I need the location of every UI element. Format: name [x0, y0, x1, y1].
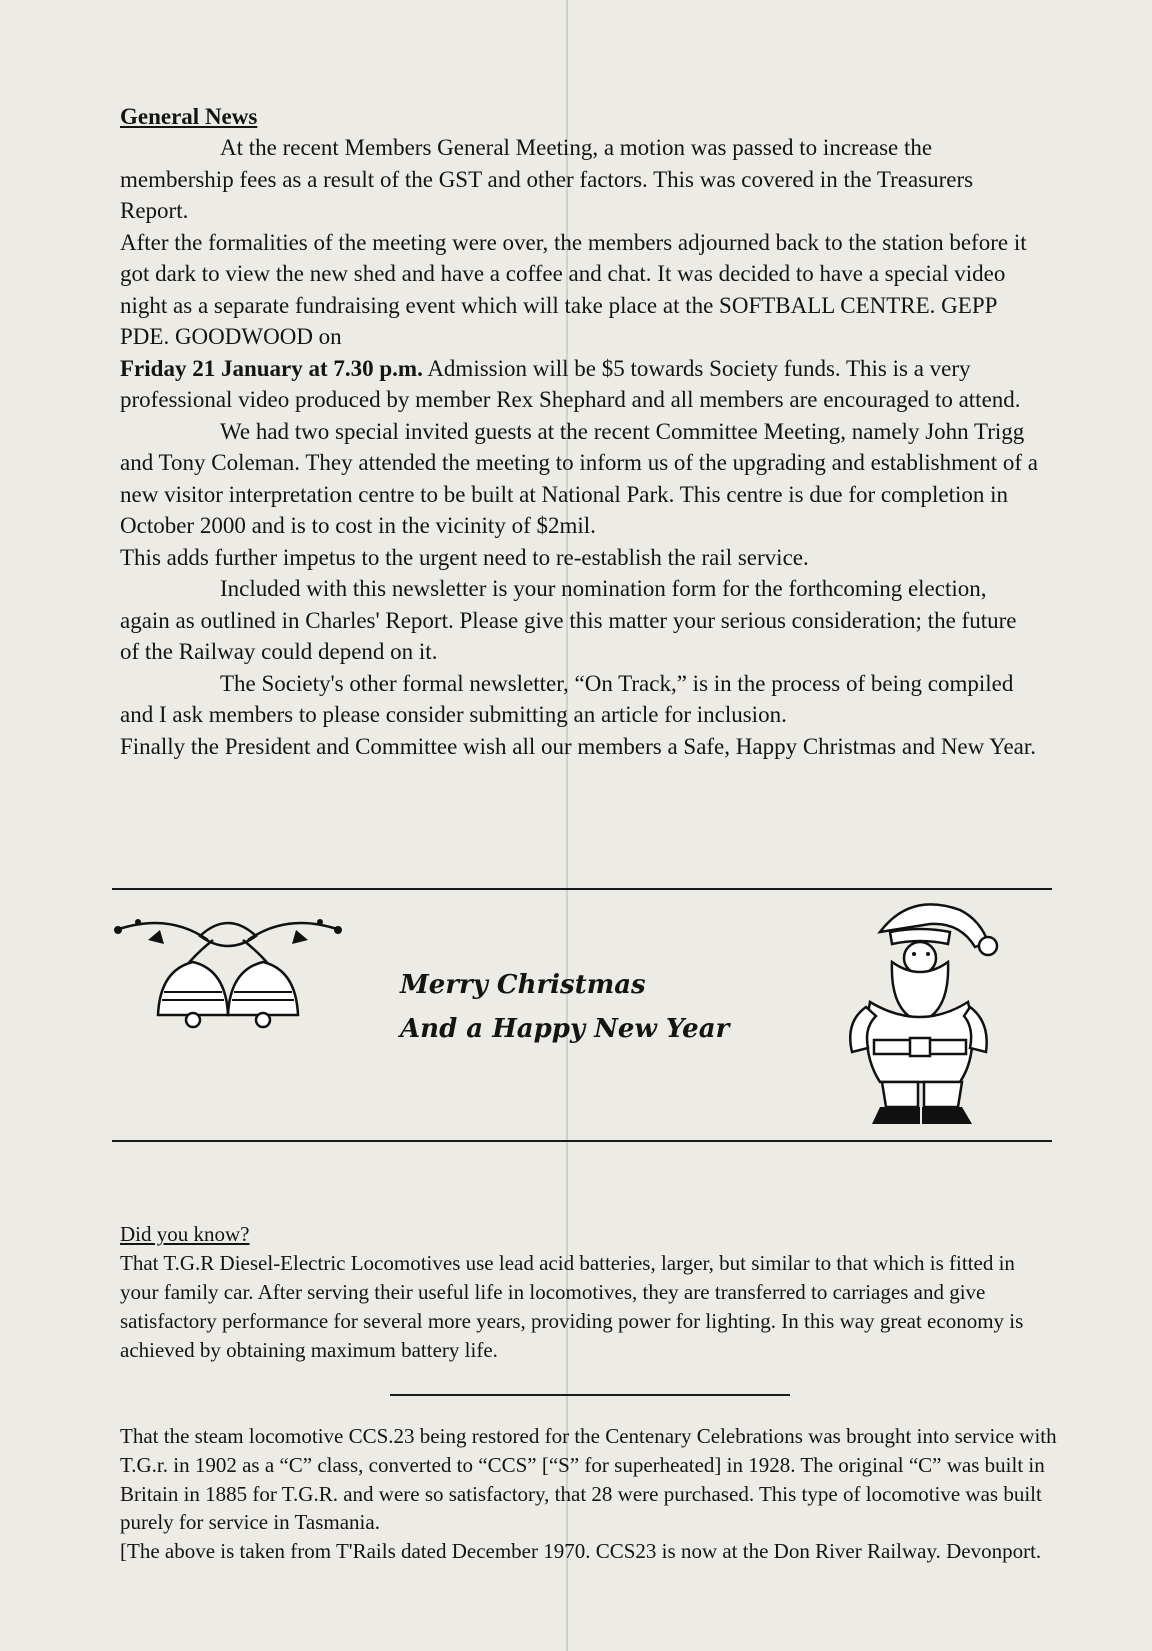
santa-claus-icon: [840, 892, 1000, 1135]
fact-paragraph: That the steam locomotive CCS.23 being restored for the Centenary Celebrations was brought into service with T.G.r. in 1902 as a “C” class, converted to “CCS” [“S” for superheated] in 1928. The original “C” was built in Britain in 1885 for T.G.R. and were so satisfactory, that 28 were purchased. This type of locomotive was built purely for service in Tasmania.: [120, 1424, 1057, 1535]
fact-source: [The above is taken from T'Rails dated December 1970. CCS23 is now at the Don River Railway. Devonport.: [120, 1539, 1042, 1564]
general-news-section: [120, 104, 1040, 762]
divider-bottom: [112, 1140, 1052, 1142]
news-paragraph: Included with this newsletter is your nomination form for the forthcoming election, again as outlined in Charles' Report. Please give this matter your serious consideration; the future of the Railway could depend on it.: [120, 576, 1017, 664]
event-date: Friday 21 January at 7.30 p.m.: [120, 355, 423, 381]
fact-paragraph: That T.G.R Diesel-Electric Locomotives use lead acid batteries, larger, but similar to that which is fitted in your family car. After serving their useful life in locomotives, they are transferred to carriages and give satisfactory performance for several more years, providing power for lighting. In this way great economy is achieved by obtaining maximum battery life.: [120, 1251, 1024, 1362]
general-news-heading: General News: [120, 104, 258, 129]
fact-divider: [390, 1394, 790, 1396]
news-text: Admission will be $5 towards Society funds. This is a very professional video produced by member Rex Shephard and all members are encouraged to attend.: [120, 355, 1021, 412]
news-paragraph: We had two special invited guests at the recent Committee Meeting, namely John Trigg and Tony Coleman. They attended the meeting to inform us of the upgrading and establishment of a new visitor interpretation centre to be built at National Park. This centre is due for completion in October 2000 and is to cost in the vicinity of $2mil.: [120, 418, 1038, 538]
news-text: After the formalities of the meeting were over, the members adjourned back to the station before it got dark to view the new shed and have a coffee and chat. It was decided to have a special video night as a separate fundraising event which will take place at the SOFTBALL CENTRE. GEPP PDE. GOODWOOD on: [120, 229, 1027, 349]
news-paragraph: Finally the President and Committee wish all our members a Safe, Happy Christmas and New Year.: [120, 733, 1037, 759]
locomotive-fact-section: [120, 1400, 1080, 1566]
did-you-know-heading: Did you know?: [120, 1222, 250, 1246]
news-paragraph: At the recent Members General Meeting, a motion was passed to increase the membership fees as a result of the GST and other factors. This was covered in the Treasurers Report.: [120, 135, 974, 223]
divider-top: [112, 888, 1052, 890]
news-paragraph: [120, 227, 1040, 416]
news-paragraph: The Society's other formal newsletter, “On Track,” is in the process of being compiled and I ask members to please consider submitting an article for inclusion.: [120, 670, 1014, 727]
greeting-line-1: Merry Christmas: [400, 970, 646, 1000]
greeting-line-2: And a Happy New Year: [400, 1014, 730, 1044]
did-you-know-section: [120, 1222, 1040, 1365]
christmas-bells-icon: [108, 900, 348, 1035]
news-paragraph: This adds further impetus to the urgent need to re-establish the rail service.: [120, 544, 809, 570]
